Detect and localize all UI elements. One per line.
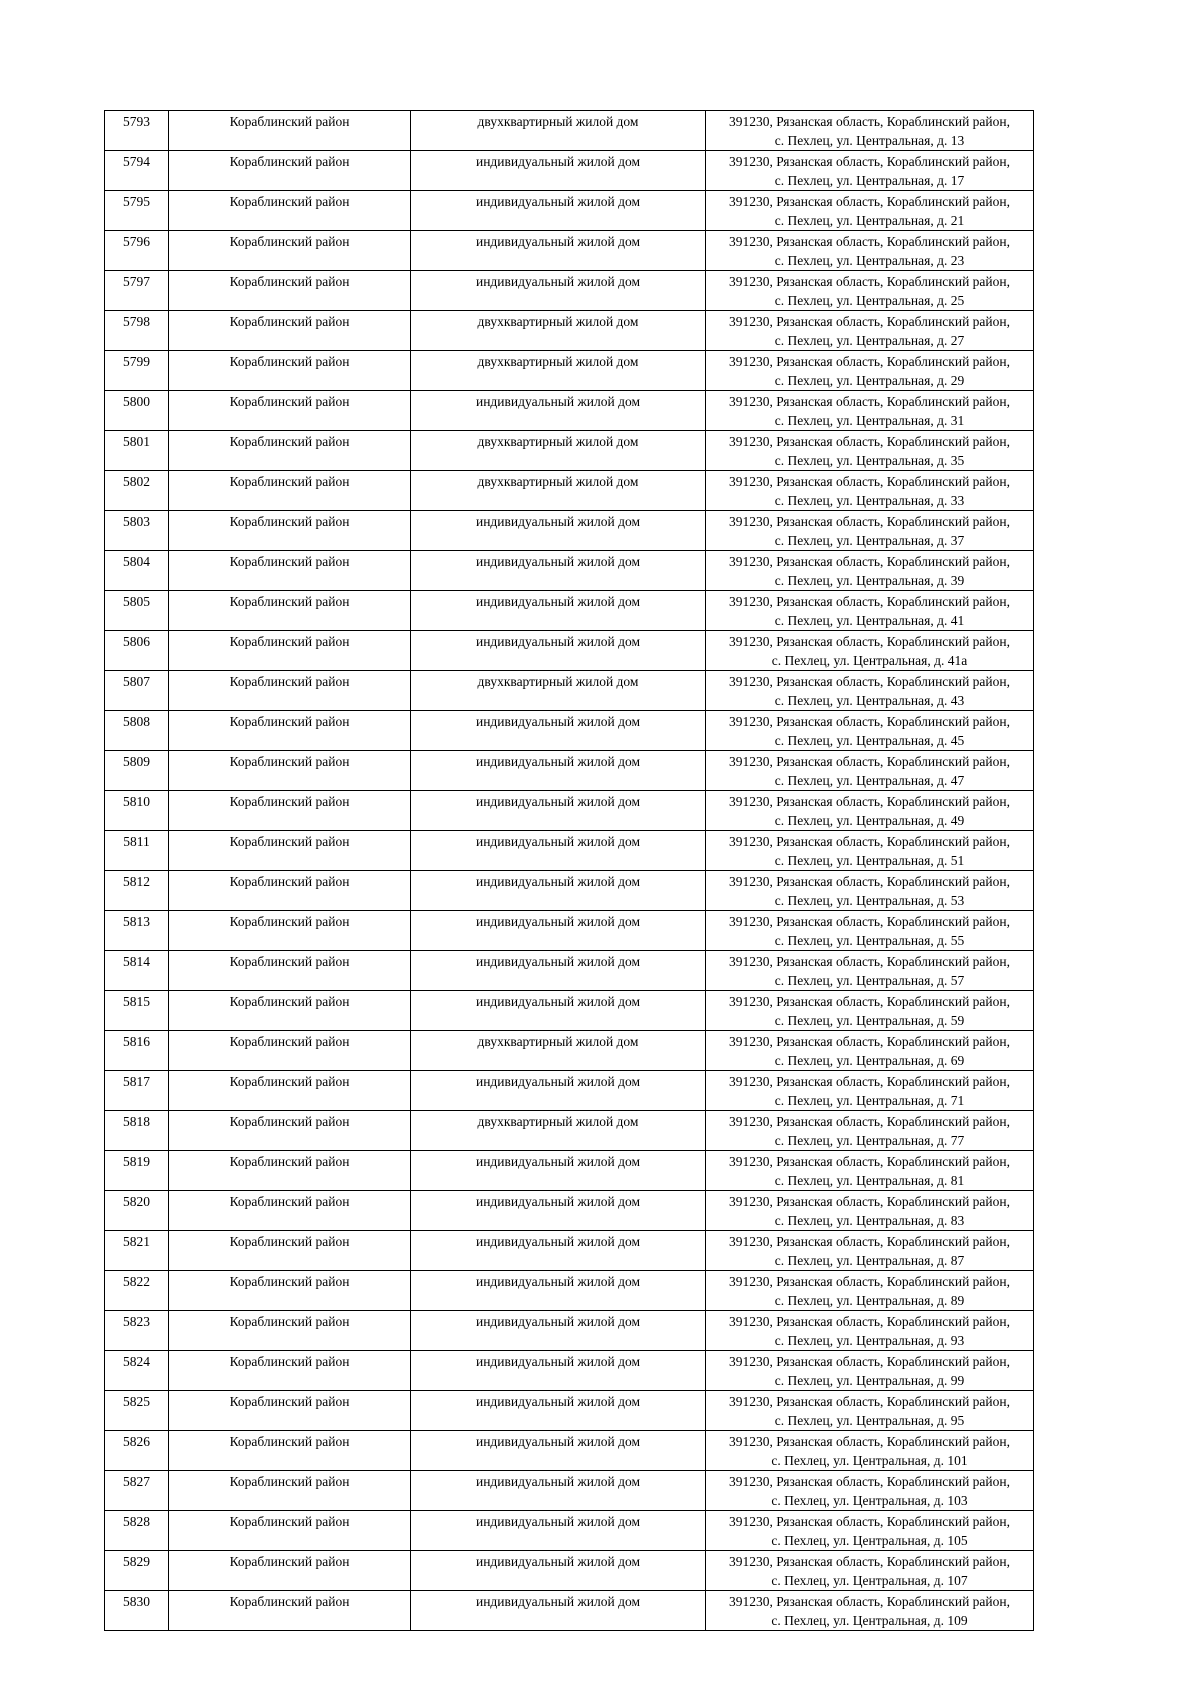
row-number: 5826 [105,1431,169,1471]
registry-table [104,110,1034,1631]
address-line-1: 391230, Рязанская область, Кораблинский район, [729,1194,1010,1209]
table-row [105,711,1034,751]
district-cell: Кораблинский район [169,471,411,511]
row-number: 5821 [105,1231,169,1271]
address-line-2: с. Пехлец, ул. Центральная, д. 27 [774,333,965,348]
table-row [105,1031,1034,1071]
table-row [105,271,1034,311]
address-line-2: с. Пехлец, ул. Центральная, д. 39 [774,573,965,588]
district-cell: Кораблинский район [169,911,411,951]
row-number: 5808 [105,711,169,751]
row-number: 5813 [105,911,169,951]
address-line-1: 391230, Рязанская область, Кораблинский район, [729,114,1010,129]
row-number: 5823 [105,1311,169,1351]
row-number: 5797 [105,271,169,311]
address-cell [706,271,1034,311]
address-cell [706,111,1034,151]
table-row [105,231,1034,271]
district-cell: Кораблинский район [169,991,411,1031]
district-cell: Кораблинский район [169,1231,411,1271]
address-line-1: 391230, Рязанская область, Кораблинский район, [729,274,1010,289]
table-row [105,151,1034,191]
address-line-2: с. Пехлец, ул. Центральная, д. 47 [774,773,965,788]
object-type-cell: индивидуальный жилой дом [411,991,706,1031]
address-line-1: 391230, Рязанская область, Кораблинский район, [729,474,1010,489]
district-cell: Кораблинский район [169,671,411,711]
row-number: 5828 [105,1511,169,1551]
address-line-1: 391230, Рязанская область, Кораблинский район, [729,1394,1010,1409]
row-number: 5814 [105,951,169,991]
district-cell: Кораблинский район [169,711,411,751]
object-type-cell: индивидуальный жилой дом [411,231,706,271]
row-number: 5818 [105,1111,169,1151]
row-number: 5825 [105,1391,169,1431]
object-type-cell: индивидуальный жилой дом [411,751,706,791]
address-line-2: с. Пехлец, ул. Центральная, д. 87 [774,1253,965,1268]
row-number: 5811 [105,831,169,871]
district-cell: Кораблинский район [169,1191,411,1231]
district-cell: Кораблинский район [169,1591,411,1631]
district-cell: Кораблинский район [169,1511,411,1551]
address-line-1: 391230, Рязанская область, Кораблинский район, [729,194,1010,209]
district-cell: Кораблинский район [169,831,411,871]
object-type-cell: индивидуальный жилой дом [411,631,706,671]
address-line-1: 391230, Рязанская область, Кораблинский район, [729,634,1010,649]
address-line-1: 391230, Рязанская область, Кораблинский район, [729,794,1010,809]
table-row [105,1311,1034,1351]
table-row [105,1271,1034,1311]
district-cell: Кораблинский район [169,271,411,311]
address-line-2: с. Пехлец, ул. Центральная, д. 25 [774,293,965,308]
table-row [105,911,1034,951]
address-cell [706,991,1034,1031]
address-cell [706,671,1034,711]
row-number: 5820 [105,1191,169,1231]
row-number: 5793 [105,111,169,151]
address-line-1: 391230, Рязанская область, Кораблинский район, [729,1594,1010,1609]
district-cell: Кораблинский район [169,551,411,591]
address-line-2: с. Пехлец, ул. Центральная, д. 33 [774,493,965,508]
table-row [105,871,1034,911]
object-type-cell: индивидуальный жилой дом [411,271,706,311]
table-row [105,1191,1034,1231]
address-line-1: 391230, Рязанская область, Кораблинский район, [729,1114,1010,1129]
address-line-1: 391230, Рязанская область, Кораблинский район, [729,434,1010,449]
district-cell: Кораблинский район [169,111,411,151]
address-cell [706,311,1034,351]
district-cell: Кораблинский район [169,431,411,471]
table-row [105,951,1034,991]
object-type-cell: индивидуальный жилой дом [411,551,706,591]
address-cell [706,551,1034,591]
table-row [105,1231,1034,1271]
address-line-1: 391230, Рязанская область, Кораблинский район, [729,1034,1010,1049]
table-row [105,1511,1034,1551]
row-number: 5802 [105,471,169,511]
address-line-1: 391230, Рязанская область, Кораблинский район, [729,674,1010,689]
address-cell [706,351,1034,391]
table-row [105,311,1034,351]
address-cell [706,391,1034,431]
object-type-cell: индивидуальный жилой дом [411,191,706,231]
object-type-cell: индивидуальный жилой дом [411,711,706,751]
address-line-2: с. Пехлец, ул. Центральная, д. 95 [774,1413,965,1428]
district-cell: Кораблинский район [169,351,411,391]
row-number: 5810 [105,791,169,831]
row-number: 5830 [105,1591,169,1631]
row-number: 5827 [105,1471,169,1511]
address-line-2: с. Пехлец, ул. Центральная, д. 53 [774,893,965,908]
address-line-2: с. Пехлец, ул. Центральная, д. 13 [774,133,965,148]
object-type-cell: индивидуальный жилой дом [411,1311,706,1351]
address-cell [706,1351,1034,1391]
address-line-1: 391230, Рязанская область, Кораблинский район, [729,1354,1010,1369]
address-line-2: с. Пехлец, ул. Центральная, д. 105 [771,1533,968,1548]
address-line-2: с. Пехлец, ул. Центральная, д. 17 [774,173,965,188]
address-cell [706,1271,1034,1311]
address-cell [706,1191,1034,1231]
object-type-cell: индивидуальный жилой дом [411,1351,706,1391]
address-line-1: 391230, Рязанская область, Кораблинский район, [729,754,1010,769]
table-row [105,1071,1034,1111]
address-cell [706,1151,1034,1191]
object-type-cell: двухквартирный жилой дом [411,1111,706,1151]
address-line-2: с. Пехлец, ул. Центральная, д. 69 [774,1053,965,1068]
address-cell [706,511,1034,551]
district-cell: Кораблинский район [169,1271,411,1311]
address-line-1: 391230, Рязанская область, Кораблинский район, [729,314,1010,329]
table-row [105,751,1034,791]
address-line-1: 391230, Рязанская область, Кораблинский район, [729,594,1010,609]
address-line-1: 391230, Рязанская область, Кораблинский район, [729,834,1010,849]
address-cell [706,431,1034,471]
address-line-1: 391230, Рязанская область, Кораблинский район, [729,1314,1010,1329]
address-line-2: с. Пехлец, ул. Центральная, д. 109 [771,1613,968,1628]
object-type-cell: индивидуальный жилой дом [411,1391,706,1431]
object-type-cell: индивидуальный жилой дом [411,511,706,551]
table-row [105,511,1034,551]
table-row [105,431,1034,471]
object-type-cell: индивидуальный жилой дом [411,1471,706,1511]
address-line-2: с. Пехлец, ул. Центральная, д. 107 [771,1573,968,1588]
address-cell [706,591,1034,631]
address-line-2: с. Пехлец, ул. Центральная, д. 29 [774,373,965,388]
row-number: 5809 [105,751,169,791]
object-type-cell: двухквартирный жилой дом [411,311,706,351]
address-cell [706,951,1034,991]
address-line-2: с. Пехлец, ул. Центральная, д. 51 [774,853,965,868]
district-cell: Кораблинский район [169,1471,411,1511]
object-type-cell: двухквартирный жилой дом [411,671,706,711]
address-line-1: 391230, Рязанская область, Кораблинский район, [729,954,1010,969]
table-row [105,191,1034,231]
row-number: 5812 [105,871,169,911]
row-number: 5816 [105,1031,169,1071]
address-line-1: 391230, Рязанская область, Кораблинский район, [729,554,1010,569]
object-type-cell: индивидуальный жилой дом [411,1591,706,1631]
address-line-2: с. Пехлец, ул. Центральная, д. 31 [774,413,965,428]
row-number: 5804 [105,551,169,591]
address-line-1: 391230, Рязанская область, Кораблинский район, [729,394,1010,409]
row-number: 5799 [105,351,169,391]
district-cell: Кораблинский район [169,1311,411,1351]
table-row [105,671,1034,711]
address-line-1: 391230, Рязанская область, Кораблинский район, [729,1474,1010,1489]
district-cell: Кораблинский район [169,631,411,671]
address-cell [706,1391,1034,1431]
address-cell [706,151,1034,191]
address-line-1: 391230, Рязанская область, Кораблинский район, [729,914,1010,929]
address-cell [706,1431,1034,1471]
object-type-cell: индивидуальный жилой дом [411,591,706,631]
district-cell: Кораблинский район [169,1031,411,1071]
table-row [105,791,1034,831]
address-cell [706,1231,1034,1271]
object-type-cell: индивидуальный жилой дом [411,791,706,831]
address-line-2: с. Пехлец, ул. Центральная, д. 43 [774,693,965,708]
row-number: 5822 [105,1271,169,1311]
address-cell [706,871,1034,911]
row-number: 5798 [105,311,169,351]
address-line-1: 391230, Рязанская область, Кораблинский район, [729,874,1010,889]
address-line-1: 391230, Рязанская область, Кораблинский район, [729,234,1010,249]
address-line-2: с. Пехлец, ул. Центральная, д. 59 [774,1013,965,1028]
district-cell: Кораблинский район [169,871,411,911]
table-row [105,1151,1034,1191]
district-cell: Кораблинский район [169,751,411,791]
row-number: 5803 [105,511,169,551]
address-line-2: с. Пехлец, ул. Центральная, д. 101 [771,1453,968,1468]
district-cell: Кораблинский район [169,791,411,831]
row-number: 5819 [105,1151,169,1191]
address-line-1: 391230, Рязанская область, Кораблинский район, [729,1234,1010,1249]
object-type-cell: индивидуальный жилой дом [411,1071,706,1111]
row-number: 5815 [105,991,169,1031]
address-line-2: с. Пехлец, ул. Центральная, д. 83 [774,1213,965,1228]
row-number: 5829 [105,1551,169,1591]
district-cell: Кораблинский район [169,191,411,231]
address-line-2: с. Пехлец, ул. Центральная, д. 99 [774,1373,965,1388]
table-row [105,391,1034,431]
address-line-2: с. Пехлец, ул. Центральная, д. 103 [771,1493,968,1508]
district-cell: Кораблинский район [169,951,411,991]
row-number: 5807 [105,671,169,711]
object-type-cell: двухквартирный жилой дом [411,1031,706,1071]
registry-table-body [105,111,1034,1631]
table-row [105,991,1034,1031]
address-line-2: с. Пехлец, ул. Центральная, д. 37 [774,533,965,548]
address-line-2: с. Пехлец, ул. Центральная, д. 93 [774,1333,965,1348]
address-line-1: 391230, Рязанская область, Кораблинский район, [729,1434,1010,1449]
address-line-2: с. Пехлец, ул. Центральная, д. 57 [774,973,965,988]
address-line-1: 391230, Рязанская область, Кораблинский район, [729,1514,1010,1529]
object-type-cell: индивидуальный жилой дом [411,871,706,911]
table-row [105,1111,1034,1151]
address-line-2: с. Пехлец, ул. Центральная, д. 45 [774,733,965,748]
row-number: 5794 [105,151,169,191]
object-type-cell: индивидуальный жилой дом [411,1151,706,1191]
object-type-cell: двухквартирный жилой дом [411,351,706,391]
object-type-cell: индивидуальный жилой дом [411,1191,706,1231]
row-number: 5817 [105,1071,169,1111]
district-cell: Кораблинский район [169,311,411,351]
row-number: 5824 [105,1351,169,1391]
row-number: 5806 [105,631,169,671]
row-number: 5805 [105,591,169,631]
address-line-1: 391230, Рязанская область, Кораблинский район, [729,994,1010,1009]
object-type-cell: индивидуальный жилой дом [411,151,706,191]
address-cell [706,751,1034,791]
object-type-cell: индивидуальный жилой дом [411,1231,706,1271]
table-row [105,471,1034,511]
object-type-cell: индивидуальный жилой дом [411,1551,706,1591]
address-line-2: с. Пехлец, ул. Центральная, д. 89 [774,1293,965,1308]
address-cell [706,471,1034,511]
district-cell: Кораблинский район [169,391,411,431]
district-cell: Кораблинский район [169,231,411,271]
table-row [105,551,1034,591]
object-type-cell: индивидуальный жилой дом [411,1511,706,1551]
address-line-1: 391230, Рязанская область, Кораблинский район, [729,514,1010,529]
address-cell [706,231,1034,271]
address-line-2: с. Пехлец, ул. Центральная, д. 41а [771,653,968,668]
address-line-2: с. Пехлец, ул. Центральная, д. 49 [774,813,965,828]
address-line-1: 391230, Рязанская область, Кораблинский район, [729,1554,1010,1569]
address-cell [706,791,1034,831]
object-type-cell: двухквартирный жилой дом [411,431,706,471]
table-row [105,1351,1034,1391]
object-type-cell: индивидуальный жилой дом [411,911,706,951]
address-line-2: с. Пехлец, ул. Центральная, д. 41 [774,613,965,628]
row-number: 5800 [105,391,169,431]
address-cell [706,1591,1034,1631]
address-line-2: с. Пехлец, ул. Центральная, д. 55 [774,933,965,948]
address-cell [706,711,1034,751]
address-cell [706,631,1034,671]
district-cell: Кораблинский район [169,511,411,551]
table-row [105,1551,1034,1591]
district-cell: Кораблинский район [169,591,411,631]
object-type-cell: индивидуальный жилой дом [411,951,706,991]
address-cell [706,1511,1034,1551]
address-cell [706,1031,1034,1071]
address-line-2: с. Пехлец, ул. Центральная, д. 71 [774,1093,965,1108]
address-cell [706,1071,1034,1111]
address-line-2: с. Пехлец, ул. Центральная, д. 35 [774,453,965,468]
address-line-1: 391230, Рязанская область, Кораблинский район, [729,1074,1010,1089]
row-number: 5801 [105,431,169,471]
object-type-cell: индивидуальный жилой дом [411,1271,706,1311]
district-cell: Кораблинский район [169,1391,411,1431]
table-row [105,1591,1034,1631]
address-line-1: 391230, Рязанская область, Кораблинский район, [729,354,1010,369]
object-type-cell: индивидуальный жилой дом [411,391,706,431]
row-number: 5796 [105,231,169,271]
table-row [105,111,1034,151]
object-type-cell: двухквартирный жилой дом [411,471,706,511]
address-line-1: 391230, Рязанская область, Кораблинский район, [729,1154,1010,1169]
table-row [105,831,1034,871]
table-row [105,631,1034,671]
district-cell: Кораблинский район [169,1351,411,1391]
object-type-cell: индивидуальный жилой дом [411,831,706,871]
address-cell [706,1311,1034,1351]
object-type-cell: индивидуальный жилой дом [411,1431,706,1471]
address-line-1: 391230, Рязанская область, Кораблинский район, [729,714,1010,729]
district-cell: Кораблинский район [169,1111,411,1151]
row-number: 5795 [105,191,169,231]
district-cell: Кораблинский район [169,1151,411,1191]
table-row [105,351,1034,391]
address-line-2: с. Пехлец, ул. Центральная, д. 81 [774,1173,965,1188]
district-cell: Кораблинский район [169,1551,411,1591]
district-cell: Кораблинский район [169,1431,411,1471]
table-row [105,1471,1034,1511]
address-line-2: с. Пехлец, ул. Центральная, д. 21 [774,213,965,228]
address-line-2: с. Пехлец, ул. Центральная, д. 77 [774,1133,965,1148]
table-row [105,591,1034,631]
address-cell [706,191,1034,231]
address-line-1: 391230, Рязанская область, Кораблинский район, [729,154,1010,169]
address-cell [706,911,1034,951]
address-cell [706,1471,1034,1511]
address-line-2: с. Пехлец, ул. Центральная, д. 23 [774,253,965,268]
address-cell [706,1111,1034,1151]
address-cell [706,1551,1034,1591]
district-cell: Кораблинский район [169,151,411,191]
address-line-1: 391230, Рязанская область, Кораблинский район, [729,1274,1010,1289]
table-row [105,1431,1034,1471]
object-type-cell: двухквартирный жилой дом [411,111,706,151]
district-cell: Кораблинский район [169,1071,411,1111]
table-row [105,1391,1034,1431]
address-cell [706,831,1034,871]
